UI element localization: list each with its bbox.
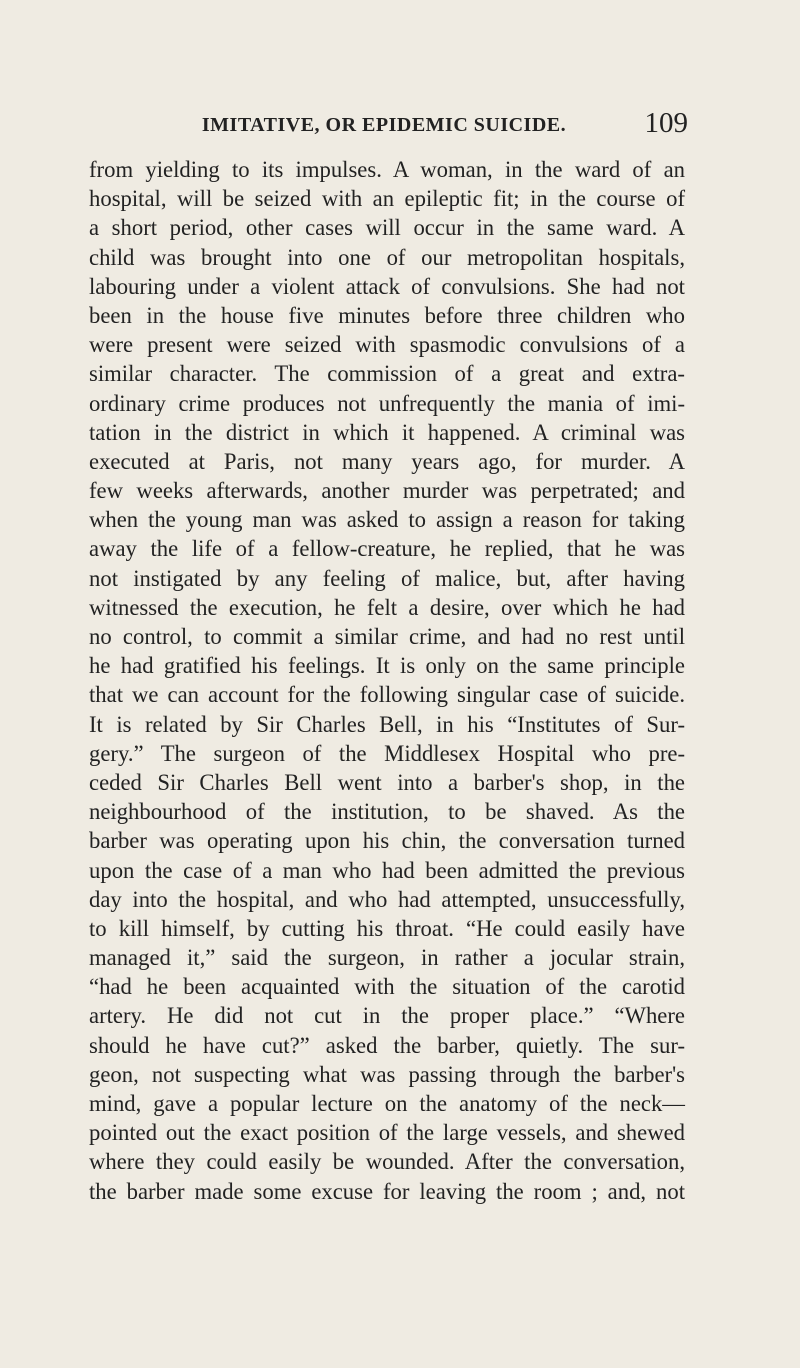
text-line: mind, gave a popular lecture on the anatomy of the neck— [89, 1091, 685, 1116]
page-number: 109 [644, 107, 688, 139]
text-line: where they could easily be wounded. After the conversation, [89, 1149, 685, 1175]
text-line: to kill himself, by cutting his throat. “He could easily have [89, 915, 685, 941]
text-line: pointed out the exact position of the large vessels, and shewed [89, 1120, 685, 1146]
text-line: similar character. The commission of a great and extra- [89, 361, 685, 387]
text-line: hospital, will be seized with an epileptic fit; in the course of [89, 186, 685, 212]
text-line: geon, not suspecting what was passing through the barber's [89, 1061, 685, 1087]
text-line: upon the case of a man who had been admitted the previous [89, 857, 685, 883]
text-line: artery. He did not cut in the proper place.” “Where [89, 1003, 685, 1029]
text-line: It is related by Sir Charles Bell, in his “Institutes of Sur- [89, 711, 685, 737]
body-text [89, 155, 685, 1206]
text-line: been in the house five minutes before three children who [89, 302, 685, 328]
text-line: labouring under a violent attack of convulsions. She had not [89, 273, 685, 299]
text-line: executed at Paris, not many years ago, for murder. A [89, 448, 685, 474]
text-line: day into the hospital, and who had attempted, unsuccessfully, [89, 886, 685, 912]
text-line: from yielding to its impulses. A woman, in the ward of an [89, 157, 685, 182]
text-line: were present were seized with spasmodic convulsions of a [89, 332, 685, 358]
text-line: witnessed the execution, he felt a desire, over which he had [89, 594, 685, 620]
text-line: when the young man was asked to assign a reason for taking [89, 507, 685, 533]
text-line: ordinary crime produces not unfrequently the mania of imi- [89, 390, 685, 416]
text-line: few weeks afterwards, another murder was perpetrated; and [89, 478, 685, 504]
text-line: child was brought into one of our metropolitan hospitals, [89, 244, 685, 270]
text-line: he had gratified his feelings. It is only on the same principle [89, 653, 685, 679]
text-line: “had he been acquainted with the situation of the carotid [89, 974, 685, 1000]
text-line: ceded Sir Charles Bell went into a barber's shop, in the [89, 769, 685, 795]
running-head: IMITATIVE, OR EPIDEMIC SUICIDE. [201, 114, 567, 136]
text-line: the barber made some excuse for leaving the room ; and, not [89, 1178, 685, 1204]
text-line: managed it,” said the surgeon, in rather a jocular strain, [89, 945, 685, 971]
page-header [84, 107, 688, 140]
text-line: not instigated by any feeling of malice, but, after having [89, 565, 685, 591]
text-line: should he have cut?” asked the barber, quietly. The sur- [89, 1032, 685, 1058]
text-line: a short period, other cases will occur in the same ward. A [89, 215, 685, 241]
text-line: gery.” The surgeon of the Middlesex Hospital who pre- [89, 740, 685, 766]
text-line: that we can account for the following singular case of suicide. [89, 682, 685, 708]
text-line: no control, to commit a similar crime, and had no rest until [89, 624, 685, 649]
text-line: neighbourhood of the institution, to be shaved. As the [89, 799, 685, 825]
text-line: tation in the district in which it happened. A criminal was [89, 419, 685, 445]
text-line: away the life of a fellow-creature, he replied, that he was [89, 536, 685, 562]
text-line: barber was operating upon his chin, the conversation turned [89, 828, 685, 854]
